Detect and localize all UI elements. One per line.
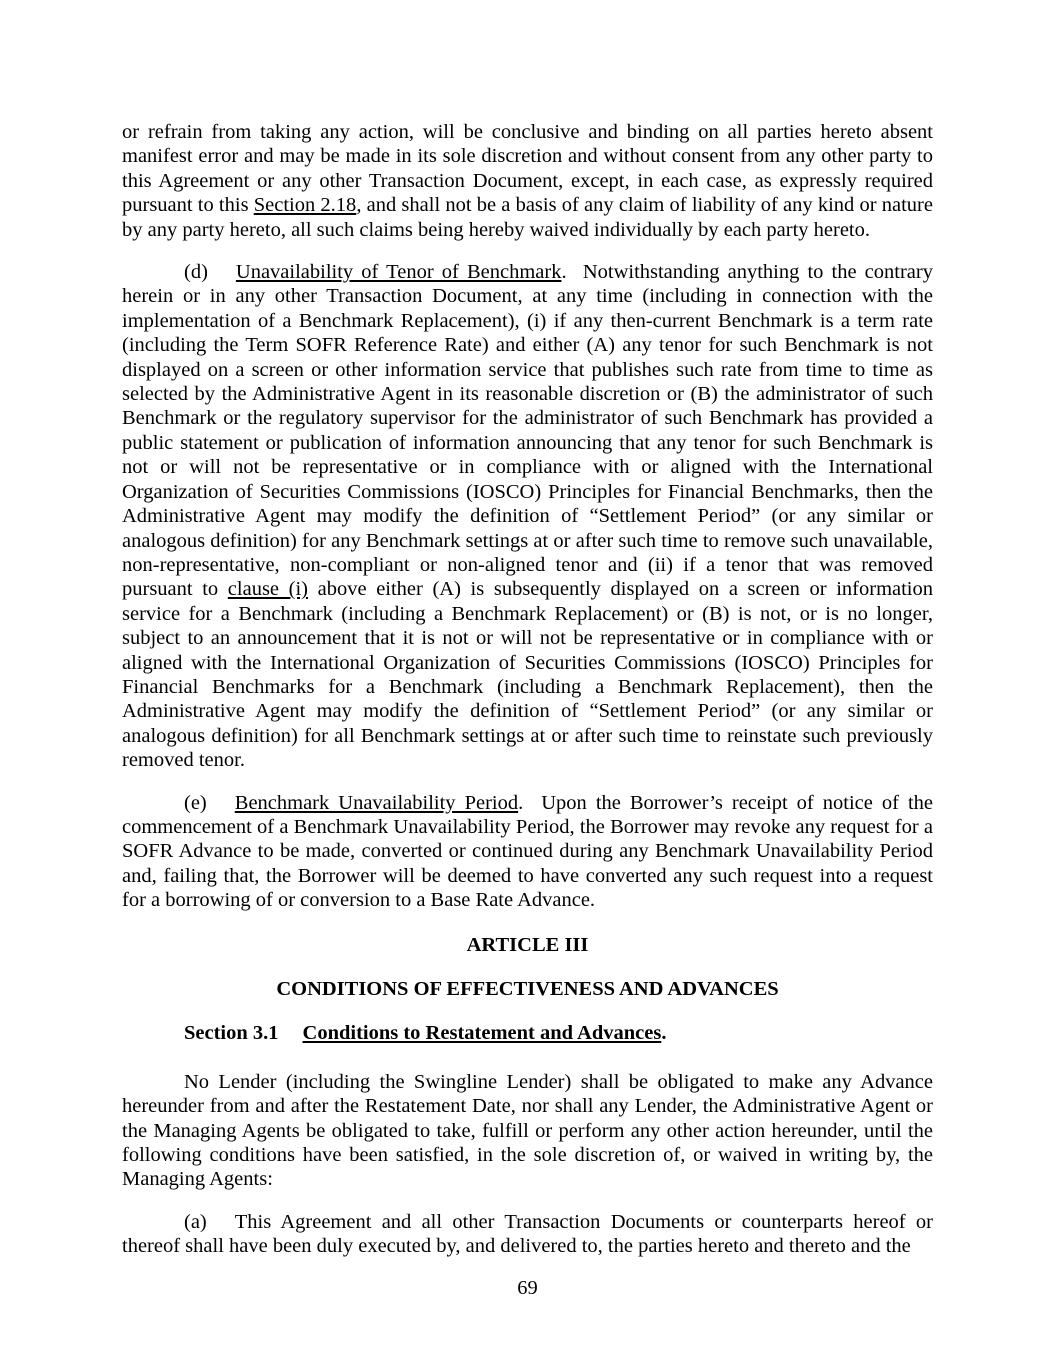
paragraph-no-lender: No Lender (including the Swingline Lender) shall be obligated to make any Advance hereunder from and after the Restatement Date, nor shall any Lender, the Administrative Agent or the Managing Agents be obligated to take, fulfill or perform any other action hereunder, until the following conditions have been satisfied, in the sole discretion of, or waived in writing by, the Managing Agents: [122, 1070, 933, 1191]
paragraph-e-label: (e) [184, 791, 207, 814]
paragraph-d-label: (d) [184, 261, 208, 284]
paragraph-e-heading: Benchmark Unavailability Period [234, 791, 519, 814]
paragraph-a-body: This Agreement and all other Transaction Documents or counterparts hereof or thereof shall have been duly executed by, and delivered to, the parties hereto and thereto and the [122, 1210, 933, 1258]
paragraph-d [122, 260, 933, 773]
section-2-18-reference: Section 2.18 [253, 194, 357, 217]
paragraph-a-label: (a) [184, 1210, 207, 1233]
clause-i-reference: clause (i) [227, 578, 308, 601]
page-number: 69 [517, 1277, 538, 1299]
section-number: Section 3.1 [184, 1022, 279, 1045]
paragraph-e [122, 791, 933, 913]
paragraph-d-heading: Unavailability of Tenor of Benchmark [235, 261, 562, 284]
paragraph-d-body-1: . Notwithstanding anything to the contrary herein or in any other Transaction Document, at any time (including in connection with the implementation of a Benchmark Replacement), (i) if any then-current Benchmark is a term rate (including the Term SOFR Reference Rate) and either (A) any tenor for such Benchmark is not displayed on a screen or other information service that publishes such rate from time to time as selected by the Administrative Agent in its reasonable discretion or (B) the administrator of such Benchmark or the regulatory supervisor for the administrator of such Benchmark has provided a public statement or publication of information announcing that any tenor for such Benchmark is not or will not be representative or in compliance with or aligned with the International Organization of Securities Commissions (IOSCO) Principles for Financial Benchmarks, then the Administrative Agent may modify the definition of “Settlement Period” (or any similar or analogous definition) for any Benchmark settings at or after such time to remove such unavailable, non-representative, non-compliant or non-aligned tenor and (ii) if a tenor that was removed pursuant to [122, 261, 933, 601]
paragraph-e-body: . Upon the Borrower’s receipt of notice of the commencement of a Benchmark Unavailability Period, the Borrower may revoke any request for a SOFR Advance to be made, converted or continued during any Benchmark Unavailability Period and, failing that, the Borrower will be deemed to have converted any such request into a request for a borrowing of or conversion to a Base Rate Advance. [122, 791, 933, 912]
paragraph-a [122, 1210, 933, 1259]
article-subheading: CONDITIONS OF EFFECTIVENESS AND ADVANCES [276, 978, 779, 1000]
paragraph-continuation-text-pre: or refrain from taking any action, will be conclusive and binding on all parties hereto absent manifest error and may be made in its sole discretion and without consent from any other party to this Agreement or any other Transaction Document, except, in each case, as expressly required pursuant to this [122, 121, 933, 217]
article-heading: ARTICLE III [466, 933, 589, 956]
section-title: Conditions to Restatement and Advances [302, 1022, 662, 1045]
section-title-period: . [661, 1022, 667, 1045]
section-3-1-heading [122, 1021, 933, 1045]
paragraph-continuation [122, 120, 933, 242]
paragraph-continuation-text-post: , and shall not be a basis of any claim of liability of any kind or nature by any party hereto, all such claims being hereby waived individually by each party hereto. [122, 194, 933, 241]
paragraph-d-body-2: above either (A) is subsequently displayed on a screen or information service for a Benchmark (including a Benchmark Replacement) or (B) is not, or is no longer, subject to an announcement that it is not or will not be representative or in compliance with or aligned with the International Organization of Securities Commissions (IOSCO) Principles for Financial Benchmarks for a Benchmark (including a Benchmark Replacement), then the Administrative Agent may modify the definition of “Settlement Period” (or any similar or analogous definition) for all Benchmark settings at or after such time to reinstate such previously removed tenor. [122, 578, 934, 772]
page-content [122, 120, 933, 1277]
